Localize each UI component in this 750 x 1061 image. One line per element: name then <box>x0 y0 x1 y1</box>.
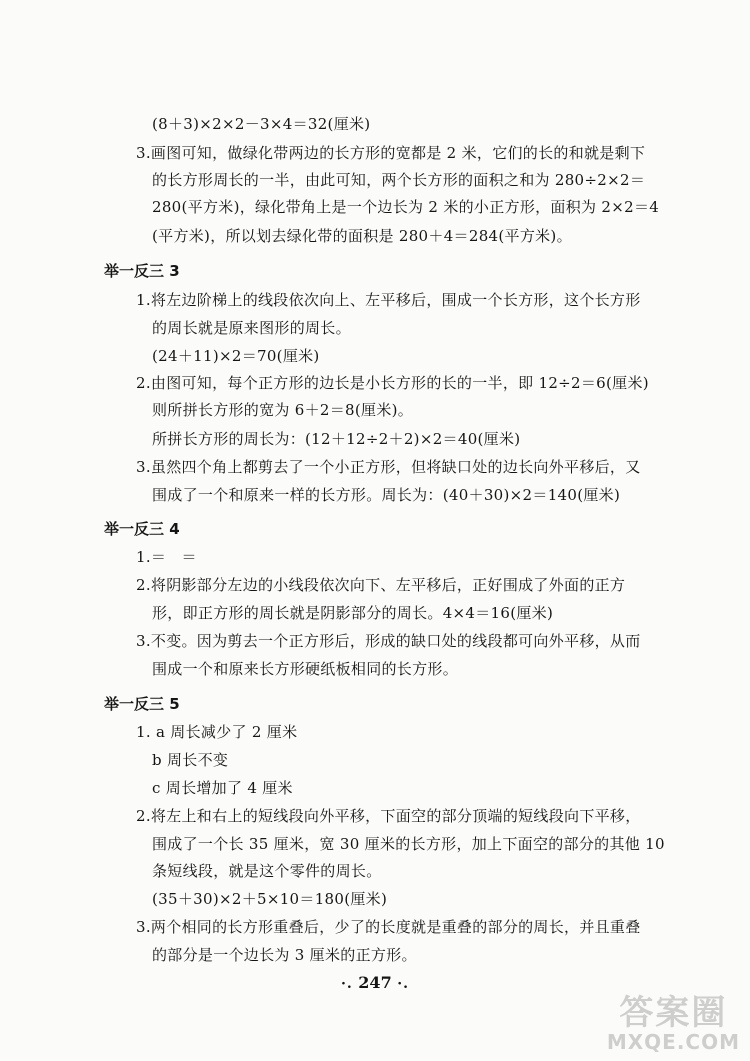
calculation-line: (24＋11)×2＝70(厘米) <box>152 347 320 365</box>
watermark-url: MXQE.COM <box>606 1030 740 1054</box>
answer-text: 2.将阴影部分左边的小线段依次向下、左平移后，正好围成了外面的正方 <box>136 576 626 594</box>
watermark-logo <box>607 995 740 1053</box>
answer-text: 1. a 周长减少了 2 厘米 <box>136 723 298 741</box>
section-heading: 举一反三 3 <box>104 262 180 280</box>
section-heading: 举一反三 4 <box>104 520 180 538</box>
answer-text: 2.将左上和右上的短线段向外平移，下面空的部分顶端的短线段向下平移， <box>136 807 641 825</box>
answer-text: 3.画图可知，做绿化带两边的长方形的宽都是 2 米，它们的长的和就是剩下 <box>136 144 646 162</box>
calculation-line: (35＋30)×2＋5×10＝180(厘米) <box>152 890 388 908</box>
answer-text: 3.不变。因为剪去一个正方形后，形成的缺口处的线段都可向外平移，从而 <box>136 632 641 650</box>
calculation-line: 所拼长方形的周长为：(12＋12÷2＋2)×2＝40(厘米) <box>152 430 521 448</box>
answer-text: 1.将左边阶梯上的线段依次向上、左平移后，围成一个长方形，这个长方形 <box>136 291 641 309</box>
page-number: 247 <box>358 973 392 992</box>
calculation-line: (8＋3)×2×2－3×4＝32(厘米) <box>152 115 371 133</box>
answer-text: 围成一个和原来长方形硬纸板相同的长方形。 <box>152 660 459 678</box>
answer-text: 3.虽然四个角上都剪去了一个小正方形，但将缺口处的边长向外平移后，又 <box>136 458 641 476</box>
answer-text: 的周长就是原来图形的周长。 <box>152 319 351 337</box>
answer-text: 围成了一个和原来一样的长方形。周长为：(40＋30)×2＝140(厘米) <box>152 486 621 504</box>
answer-text: 形，即正方形的周长就是阴影部分的周长。4×4＝16(厘米) <box>152 604 554 622</box>
answer-text: 2.由图可知，每个正方形的边长是小长方形的长的一半，即 12÷2＝6(厘米) <box>136 374 649 392</box>
answer-text: 则所拼长方形的宽为 6＋2＝8(厘米)。 <box>152 401 414 419</box>
answer-text: 的长方形周长的一半，由此可知，两个长方形的面积之和为 280÷2×2＝ <box>152 171 646 189</box>
answer-text: 3.两个相同的长方形重叠后，少了的长度就是重叠的部分的周长，并且重叠 <box>136 918 641 936</box>
answer-text: 280(平方米)，绿化带角上是一个边长为 2 米的小正方形，面积为 2×2＝4 <box>152 198 660 216</box>
answer-text: b 周长不变 <box>152 751 229 769</box>
answer-text: 条短线段，就是这个零件的周长。 <box>152 862 382 880</box>
answer-text: c 周长增加了 4 厘米 <box>152 779 293 797</box>
section-heading: 举一反三 5 <box>104 695 180 713</box>
page-footer <box>0 972 750 995</box>
answer-text: 的部分是一个边长为 3 厘米的正方形。 <box>152 946 417 964</box>
answer-text: 1.＝ ＝ <box>136 548 197 566</box>
page-number-dots-right: ·. <box>397 976 410 992</box>
page-number-dots-left: ·. <box>340 976 353 992</box>
answer-text: 围成了一个长 35 厘米，宽 30 厘米的长方形，加上下面空的部分的其他 10 <box>152 835 665 853</box>
answer-text: (平方米)，所以划去绿化带的面积是 280＋4＝284(平方米)。 <box>152 227 572 245</box>
watermark-title: 答案圈 <box>619 993 728 1033</box>
